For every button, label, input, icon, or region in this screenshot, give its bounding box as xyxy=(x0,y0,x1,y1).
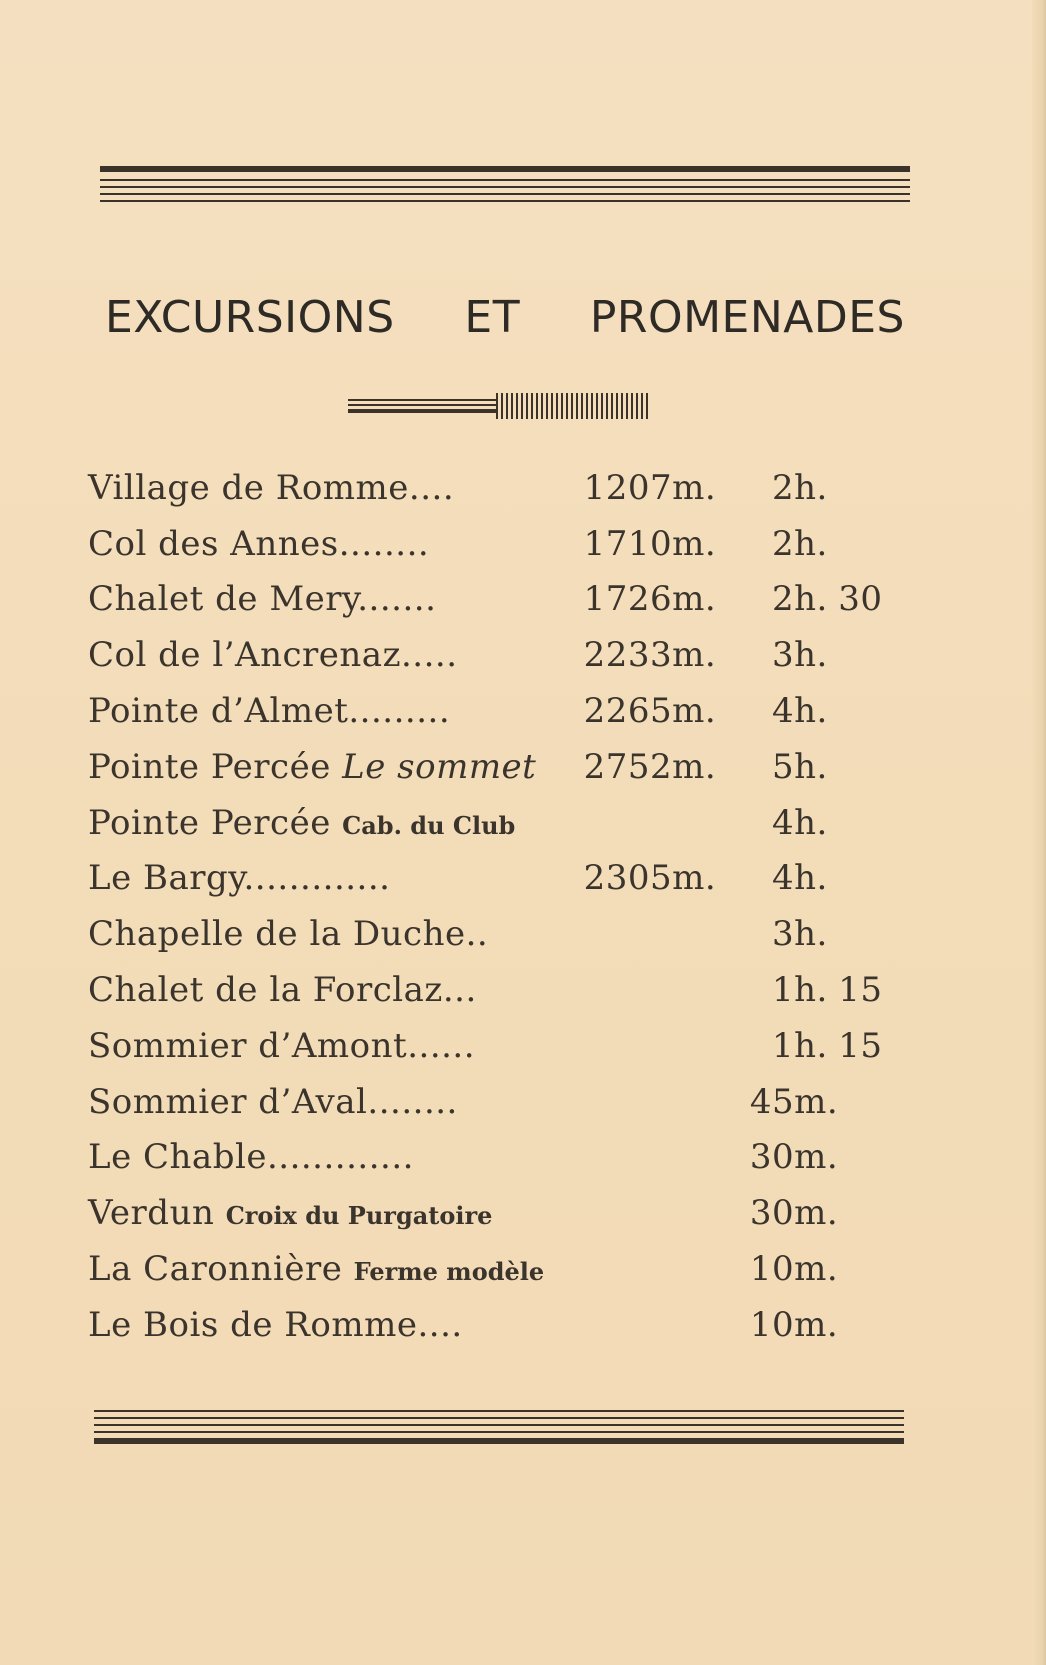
altitude xyxy=(544,906,672,962)
duration-minutes xyxy=(838,1074,908,1130)
excursion-name: La Caronnière xyxy=(88,1249,343,1290)
duration-minutes: 30 xyxy=(838,579,883,620)
excursion-name: Pointe d’Almet xyxy=(88,691,349,732)
altitude xyxy=(544,1297,672,1353)
altitude-unit xyxy=(672,1018,734,1074)
duration-unit: h. xyxy=(794,579,828,620)
top-rule xyxy=(100,179,910,181)
bottom-rule xyxy=(94,1438,904,1444)
altitude-unit: m. xyxy=(672,858,717,899)
duration-minutes xyxy=(838,516,908,572)
excursion-row xyxy=(88,962,908,1018)
altitude-unit: m. xyxy=(672,579,717,620)
altitude xyxy=(544,1185,672,1241)
altitude: 2752 xyxy=(583,746,673,787)
duration-unit: h. xyxy=(794,858,828,899)
excursion-row xyxy=(88,1185,908,1241)
duration-unit: h. xyxy=(794,523,828,564)
top-rule xyxy=(100,193,910,195)
ornament-ticks xyxy=(496,393,648,419)
excursion-row xyxy=(88,739,908,795)
leader-dots: ........ xyxy=(367,1081,458,1122)
excursion-name: Le Chable xyxy=(88,1137,267,1178)
altitude xyxy=(544,1018,672,1074)
duration-unit: h. xyxy=(794,746,828,787)
excursion-name-cell xyxy=(88,1018,544,1074)
bottom-rule xyxy=(94,1431,904,1433)
duration-minutes xyxy=(838,1130,908,1186)
excursion-row xyxy=(88,1241,908,1297)
leader-dots: .... xyxy=(417,1304,463,1345)
excursion-row xyxy=(88,516,908,572)
altitude-unit xyxy=(672,1074,734,1130)
top-rule xyxy=(100,186,910,188)
duration: 10 xyxy=(749,1304,795,1345)
bottom-rule xyxy=(94,1410,904,1412)
duration-unit: h. xyxy=(794,1025,828,1066)
duration-minutes xyxy=(838,906,908,962)
leader-dots: ......... xyxy=(348,691,451,732)
altitude-unit: m. xyxy=(672,467,717,508)
leader-dots: .... xyxy=(408,467,455,508)
duration-minutes xyxy=(838,851,908,907)
duration: 3 xyxy=(772,635,795,676)
title-word: ET xyxy=(464,292,521,343)
excursion-name-cell xyxy=(88,1241,544,1297)
altitude-unit: m. xyxy=(672,635,717,676)
excursion-name: Le Bargy xyxy=(88,858,244,899)
excursion-name-cell xyxy=(88,739,544,795)
excursion-row xyxy=(88,1074,908,1130)
duration: 4 xyxy=(772,802,795,843)
duration-minutes xyxy=(838,1297,908,1353)
altitude: 1710 xyxy=(583,523,673,564)
title-word: PROMENADES xyxy=(589,292,905,343)
excursion-name-cell xyxy=(88,795,544,851)
duration: 5 xyxy=(772,746,795,787)
excursion-row xyxy=(88,1018,908,1074)
excursion-name-cell xyxy=(88,851,544,907)
altitude-unit xyxy=(672,1241,734,1297)
excursion-name-cell xyxy=(88,962,544,1018)
excursion-name: Village de Romme xyxy=(88,467,409,508)
altitude: 2305 xyxy=(583,858,673,899)
leader-dots: ..... xyxy=(401,635,458,676)
excursion-name: Chalet de Mery xyxy=(88,579,358,620)
excursion-row xyxy=(88,683,908,739)
altitude xyxy=(544,1241,672,1297)
duration: 1 xyxy=(772,1025,795,1066)
altitude: 2265 xyxy=(583,691,673,732)
duration: 4 xyxy=(772,691,795,732)
excursion-name: Sommier d’Aval xyxy=(88,1081,368,1122)
altitude: 1207 xyxy=(583,467,673,508)
duration: 30 xyxy=(749,1193,795,1234)
excursion-name: Pointe Percée xyxy=(88,746,331,787)
duration-minutes xyxy=(838,795,908,851)
excursion-name: Chapelle de la Duche xyxy=(88,914,466,955)
excursion-name-cell xyxy=(88,683,544,739)
duration: 2 xyxy=(772,523,795,564)
excursion-note: Croix du Purgatoire xyxy=(225,1201,493,1231)
excursion-name-cell xyxy=(88,460,544,516)
duration-unit: h. xyxy=(794,914,828,955)
excursion-name-cell xyxy=(88,1130,544,1186)
page-title xyxy=(105,292,905,343)
altitude-unit xyxy=(672,1297,734,1353)
duration-unit: h. xyxy=(794,802,828,843)
duration: 4 xyxy=(772,858,795,899)
excursion-name-cell xyxy=(88,627,544,683)
duration-unit: m. xyxy=(794,1137,839,1178)
top-rule xyxy=(100,166,910,172)
altitude-unit xyxy=(672,1185,734,1241)
duration-minutes: 15 xyxy=(838,1025,883,1066)
duration: 45 xyxy=(749,1081,795,1122)
altitude-unit xyxy=(672,795,734,851)
duration-minutes xyxy=(838,460,908,516)
duration: 10 xyxy=(749,1249,795,1290)
duration-minutes xyxy=(838,627,908,683)
leader-dots: ............. xyxy=(243,858,391,899)
bottom-rule xyxy=(94,1417,904,1419)
duration: 1 xyxy=(772,970,795,1011)
altitude-unit xyxy=(672,1130,734,1186)
bottom-rule xyxy=(94,1424,904,1426)
excursion-note: Le sommet xyxy=(342,746,537,787)
excursion-note: Ferme modèle xyxy=(353,1257,545,1287)
duration-unit: h. xyxy=(794,635,828,676)
duration-minutes xyxy=(838,1185,908,1241)
leader-dots: .. xyxy=(465,914,489,955)
excursion-name-cell xyxy=(88,572,544,628)
duration-unit: h. xyxy=(794,970,828,1011)
top-rule xyxy=(100,200,910,202)
excursion-row xyxy=(88,851,908,907)
excursion-note: Cab. du Club xyxy=(342,810,516,840)
excursion-name: Col de l’Ancrenaz xyxy=(88,635,401,676)
excursion-name-cell xyxy=(88,1297,544,1353)
duration: 2 xyxy=(772,467,795,508)
excursion-name-cell xyxy=(88,906,544,962)
excursion-row xyxy=(88,627,908,683)
duration: 30 xyxy=(749,1137,795,1178)
leader-dots: ............. xyxy=(266,1137,414,1178)
duration-unit: m. xyxy=(794,1193,839,1234)
excursion-name: Col des Annes xyxy=(88,523,339,564)
altitude-unit: m. xyxy=(672,746,717,787)
excursion-name: Sommier d’Amont xyxy=(88,1025,408,1066)
excursion-name: Pointe Percée xyxy=(88,802,331,843)
duration-unit: m. xyxy=(794,1249,839,1290)
excursion-name-cell xyxy=(88,516,544,572)
excursion-row xyxy=(88,906,908,962)
excursions-table xyxy=(88,460,908,1353)
excursion-name: Le Bois de Romme xyxy=(88,1304,418,1345)
altitude xyxy=(544,795,672,851)
altitude-unit: m. xyxy=(672,523,717,564)
duration: 2 xyxy=(772,579,795,620)
altitude xyxy=(544,1130,672,1186)
leader-dots: ........ xyxy=(338,523,430,564)
excursion-name: Verdun xyxy=(88,1193,215,1234)
excursion-name-cell xyxy=(88,1185,544,1241)
duration-unit: m. xyxy=(794,1304,839,1345)
excursion-row xyxy=(88,460,908,516)
altitude-unit: m. xyxy=(672,691,717,732)
duration-minutes xyxy=(838,739,908,795)
duration-unit: m. xyxy=(794,1081,839,1122)
duration-unit: h. xyxy=(794,691,828,732)
excursion-name-cell xyxy=(88,1074,544,1130)
duration-minutes xyxy=(838,683,908,739)
title-ornament xyxy=(348,393,648,419)
leader-dots: ...... xyxy=(407,1025,476,1066)
leader-dots: ... xyxy=(442,970,477,1011)
duration-minutes: 15 xyxy=(838,970,883,1011)
bottom-rule-block xyxy=(94,1410,904,1450)
excursion-row xyxy=(88,795,908,851)
duration-minutes xyxy=(838,1241,908,1297)
card-edge xyxy=(1032,0,1046,1665)
duration-unit: h. xyxy=(794,467,828,508)
altitude: 2233 xyxy=(583,635,673,676)
leader-dots: ....... xyxy=(357,579,437,620)
altitude xyxy=(544,1074,672,1130)
title-word: EXCURSIONS xyxy=(105,292,395,343)
top-rule-block xyxy=(100,166,910,208)
excursion-row xyxy=(88,1297,908,1353)
altitude-unit xyxy=(672,962,734,1018)
excursion-row xyxy=(88,572,908,628)
excursion-row xyxy=(88,1130,908,1186)
altitude: 1726 xyxy=(583,579,673,620)
duration: 3 xyxy=(772,914,795,955)
altitude-unit xyxy=(672,906,734,962)
altitude xyxy=(544,962,672,1018)
excursion-name: Chalet de la Forclaz xyxy=(88,970,443,1011)
ornament-bars xyxy=(348,399,498,413)
